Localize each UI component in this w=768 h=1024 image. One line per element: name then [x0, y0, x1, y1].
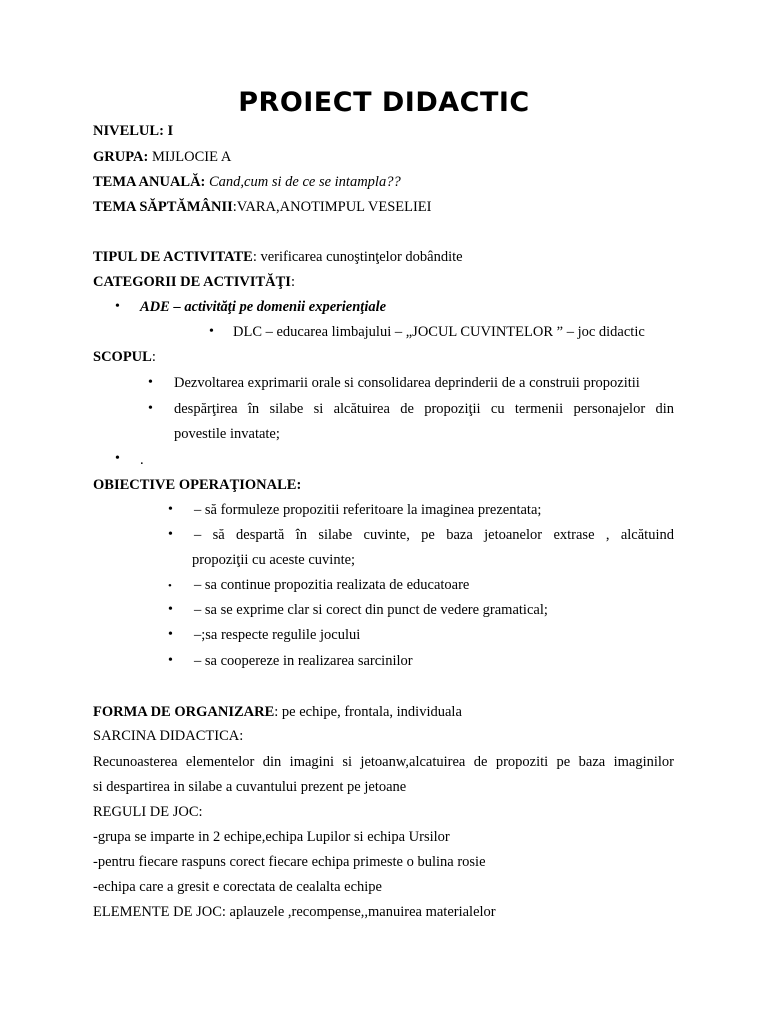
sarcina-label: SARCINA DIDACTICA:	[93, 728, 244, 744]
categorii-colon: :	[290, 274, 295, 290]
tipul-label: TIPUL DE ACTIVITATE	[93, 249, 253, 265]
sarcina-line: si despartirea in silabe a cuvantului prezent pe jetoane	[93, 779, 407, 795]
forma-label: FORMA DE ORGANIZARE	[93, 704, 275, 720]
bullet-icon: •	[168, 502, 173, 517]
reguli-label: REGULI DE JOC:	[93, 804, 203, 820]
obiectiv-item: – sa se exprime clar si corect din punct de vedere gramatical;	[194, 602, 548, 618]
forma-line	[93, 703, 462, 721]
scopul-line	[93, 348, 156, 366]
tema-saptamanii-line	[93, 198, 431, 216]
nivelul-value: I	[167, 123, 174, 139]
page-title: PROIECT DIDACTIC	[238, 87, 530, 118]
bullet-icon: •	[168, 627, 173, 642]
scopul-colon: :	[151, 349, 156, 365]
obiectiv-item: – să formuleze propozitii referitoare la imaginea prezentata;	[194, 502, 542, 518]
grupa-value: MIJLOCIE A	[151, 149, 232, 165]
sarcina-line: Recunoasterea elementelor din imagini si jetoanw,alcatuirea de propoziti pe baza imaginilor	[93, 754, 674, 770]
bullet-icon: •	[168, 527, 173, 542]
tema-anuala-line	[93, 173, 401, 191]
dlc-item: DLC – educarea limbajului – „JOCUL CUVINTELOR ” – joc didactic	[233, 324, 645, 340]
ade-item: ADE – activităţi pe domenii experienţiale	[140, 299, 387, 315]
categorii-label: CATEGORII DE ACTIVITĂŢI	[93, 274, 291, 290]
bullet-icon: •	[168, 653, 173, 668]
regula-line: -pentru fiecare raspuns corect fiecare echipa primeste o bulina rosie	[93, 854, 486, 870]
bullet-icon: •	[148, 375, 153, 390]
scopul-item: Dezvoltarea exprimarii orale si consolidarea deprinderii de a construii propozitii	[174, 375, 640, 391]
tipul-value: : verificarea cunoştinţelor dobândite	[252, 249, 463, 265]
scopul-item: despărţirea în silabe si alcătuirea de propoziţii cu termenii personajelor din	[174, 401, 674, 417]
categorii-line	[93, 273, 295, 291]
grupa-line	[93, 148, 231, 166]
scopul-label: SCOPUL	[93, 349, 152, 365]
obiective-label: OBIECTIVE OPERAŢIONALE:	[93, 477, 302, 493]
nivelul-label: NIVELUL:	[93, 123, 164, 139]
obiectiv-item: –;sa respecte regulile jocului	[194, 627, 361, 643]
tema-saptamanii-label: TEMA SĂPTĂMÂNII	[93, 199, 233, 215]
bullet-icon: •	[148, 401, 153, 416]
obiective-line	[93, 476, 301, 494]
bullet-icon: •	[168, 580, 172, 592]
regula-line: -grupa se imparte in 2 echipe,echipa Lupilor si echipa Ursilor	[93, 829, 450, 845]
elemente-line: ELEMENTE DE JOC: aplauzele ,recompense,,manuirea materialelor	[93, 904, 496, 920]
bullet-icon: •	[115, 451, 120, 466]
forma-value: : pe echipe, frontala, individuala	[274, 704, 462, 720]
bullet-icon: •	[209, 324, 214, 339]
tema-anuala-label: TEMA ANUALĂ:	[93, 174, 206, 190]
scopul-item-continuation: povestile invatate;	[174, 426, 280, 442]
regula-line: -echipa care a gresit e corectata de cealalta echipe	[93, 879, 382, 895]
obiectiv-item: – sa continue propozitia realizata de educatoare	[194, 577, 470, 593]
empty-bullet-text: .	[140, 452, 144, 468]
bullet-icon: •	[115, 299, 120, 314]
nivelul-line	[93, 122, 173, 140]
tema-saptamanii-value: :VARA,ANOTIMPUL VESELIEI	[232, 199, 432, 215]
tema-anuala-value: Cand,cum si de ce se intampla??	[209, 174, 401, 190]
bullet-icon: •	[168, 602, 173, 617]
tipul-line	[93, 248, 463, 266]
obiectiv-item-continuation: propoziţii cu aceste cuvinte;	[192, 552, 356, 568]
obiectiv-item: – sa coopereze in realizarea sarcinilor	[194, 653, 413, 669]
grupa-label: GRUPA:	[93, 149, 149, 165]
obiectiv-item: – să despartă în silabe cuvinte, pe baza jetoanelor extrase , alcătuind	[194, 527, 674, 543]
